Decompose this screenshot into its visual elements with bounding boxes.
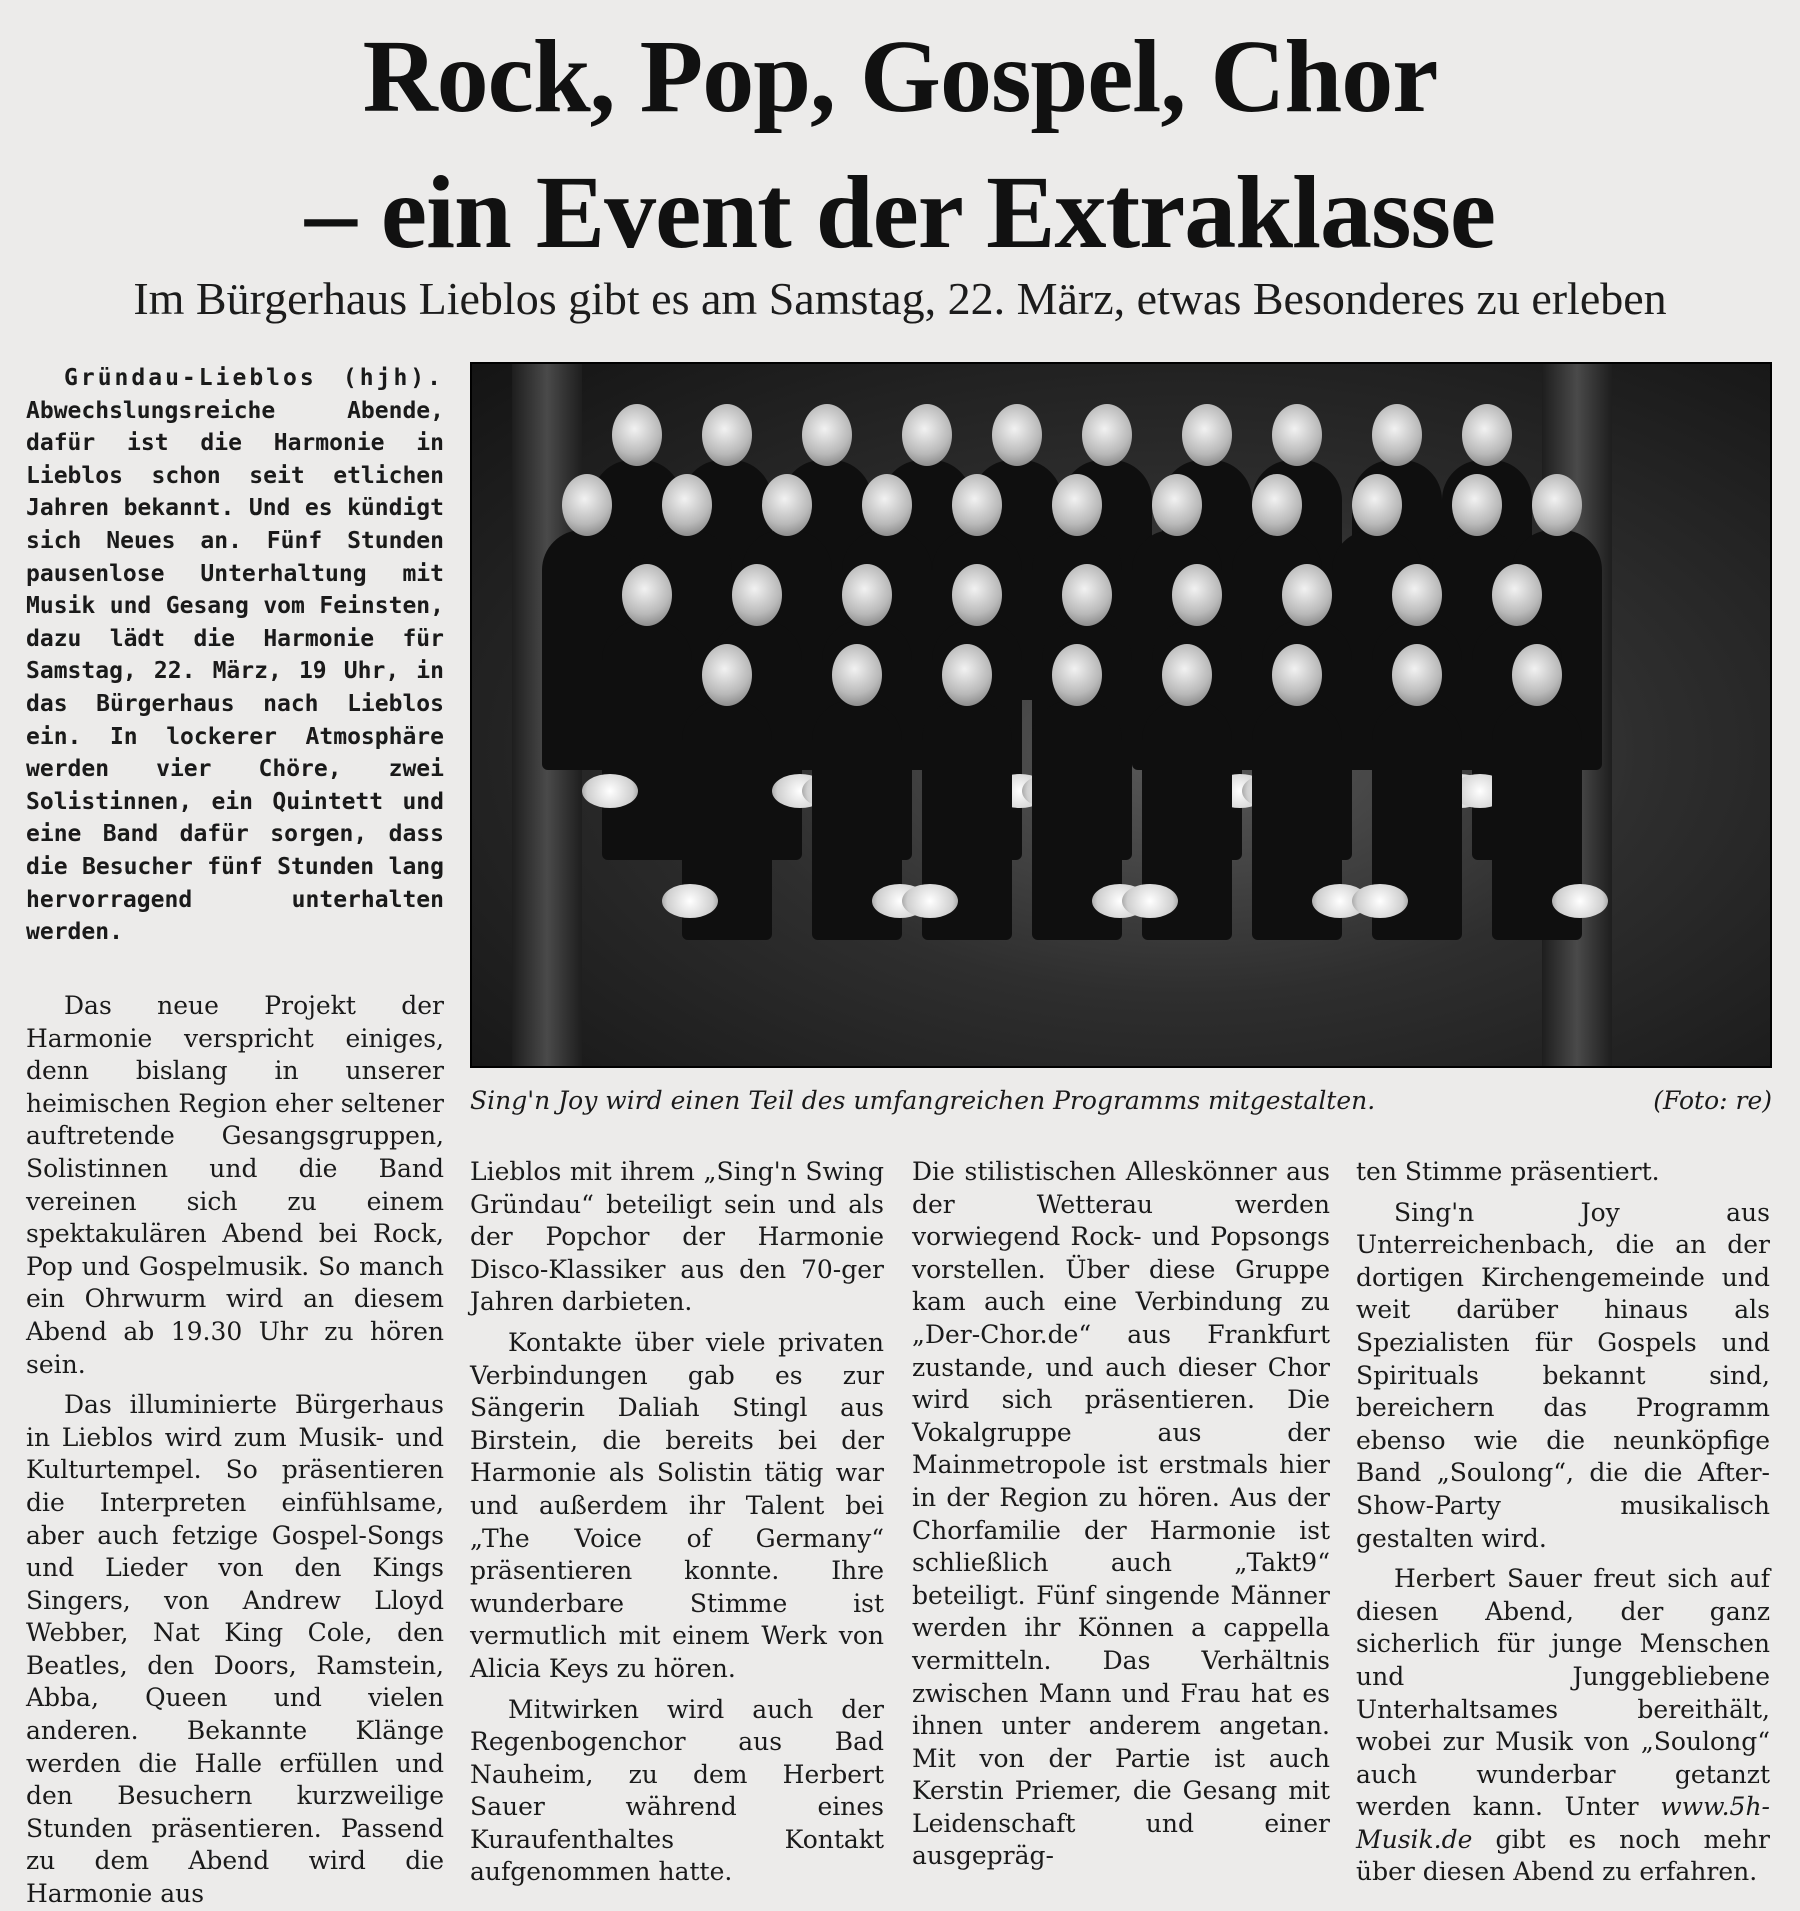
col2-paragraph-3: Mitwirken wird auch der Regenbogenchor aus Bad Nauheim, zu dem Herbert Sauer während eines Kuraufenthaltes Kontakt aufgenommen hatte. [470,1694,884,1887]
photo-caption [470,1085,1772,1117]
website-link[interactable]: www.5h-Musik.de [1356,1792,1770,1854]
choir-photo [470,362,1772,1068]
intro-text: Abwechslungsreiche Abende, dafür ist die Harmonie in Lieblos schon seit etlichen Jahren bekannt. Und es kündigt sich Neues an. Fünf Stunden pausenlose Unterhaltung mit Musik und Gesang vom Feinsten, dazu lädt die Harmonie für Samstag, 22. März, 19 Uhr, in das Bürgerhaus nach Lieblos ein. In lockerer Atmosphäre werden vier Chöre, zwei Solistinnen, ein Quintett und eine Band dafür sorgen, dass die Besucher fünf Stunden lang hervorragend unterhalten werden. [26,397,444,946]
col4-paragraph-2: Sing'n Joy aus Unterreichenbach, die an der dortigen Kirchengemeinde und weit darüber hinaus als Spezialisten für Gospels und Spirituals bekannt sind, bereichern das Programm ebenso wie die neunköpfige Band „Soulong“, die die After-Show-Party musikalisch gestalten wird. [1356,1197,1770,1553]
col3-paragraph-1: Die stilistischen Alleskönner aus der Wetterau werden vorwiegend Rock- und Popsongs vorstellen. Über diese Gruppe kam auch eine Verbindung zu „Der-Chor.de“ aus Frankfurt zustande, und auch dieser Chor wird sich präsentieren. Die Vokalgruppe aus der Mainmetropole ist erstmals hier in der Region zu hören. Aus der Chorfamilie der Harmonie ist schließlich auch „Takt9“ beteiligt. Fünf singende Männer werden ihr Können a cappella vermitteln. Das Verhältnis zwischen Mann und Frau hat es ihnen unter anderem angetan. Mit von der Partie ist auch Kerstin Priemer, die Gesang mit Leidenschaft und einer ausgepräg- [912,1157,1330,1871]
col1-paragraph-2: Das illuminierte Bürgerhaus in Lieblos wird zum Musik- und Kulturtempel. So präsentieren die Interpreten einfühlsame, aber auch fetzige Gospel-Songs und Lieder von den Kings Singers, von Andrew Lloyd Webber, Nat King Cole, den Beatles, den Doors, Ramstein, Abba, Queen und vielen anderen. Bekannte Klänge werden die Halle erfüllen und den Besuchern kurzweilige Stunden präsentieren. Passend zu dem Abend wird die Harmonie aus [26,1390,444,1909]
column-1 [26,990,444,1911]
headline-line-1: Rock, Pop, Gospel, Chor [362,19,1438,134]
col1-paragraph-1: Das neue Projekt der Harmonie verspricht einiges, denn bislang in unserer heimischen Region eher seltener auftretende Gesangsgruppen, Solistinnen und die Band vereinen sich zu einem spektakulären Abend bei Rock, Pop und Gospelmusik. So manch ein Ohrwurm wird an diesem Abend ab 19.30 Uhr zu hören sein. [26,991,444,1379]
col4-paragraph-3 [1356,1563,1770,1889]
column-4 [1356,1156,1770,1889]
col2-paragraph-1: Lieblos mit ihrem „Sing'n Swing Gründau“ beteiligt sein und als der Popchor der Harmonie Disco-Klassiker aus den 70-ger Jahren darbieten. [470,1157,884,1317]
col4-p3-end: gibt es noch mehr über diesen Abend zu erfahren. [1356,1824,1770,1887]
col4-paragraph-1: ten Stimme präsentiert. [1356,1157,1660,1186]
column-3 [912,1156,1330,1873]
intro-paragraph [26,362,444,949]
col2-paragraph-2: Kontakte über viele privaten Verbindungen gab es zur Sängerin Daliah Stingl aus Birstein, die bereits bei der Harmonie als Solistin tätig war und außerdem ihr Talent bei „The Voice of Germany“ präsentieren konnte. Ihre wunderbare Stimme ist vermutlich mit einem Werk von Alicia Keys zu hören. [470,1327,884,1683]
caption-text: Sing'n Joy wird einen Teil des umfangreichen Programms mitgestalten. [470,1086,1376,1115]
column-2 [470,1156,884,1889]
photo-credit: (Foto: re) [1653,1086,1772,1115]
col4-p3-text: Herbert Sauer freut sich auf diesen Abend, der ganz sicherlich für junge Menschen und Junggebliebene Unterhaltsames bereithält, wobei zur Musik von „Soulong“ auch wunderbar getanzt werden kann. Unter [1356,1564,1770,1822]
headline-line-2: – ein Event der Extraklasse [304,155,1496,270]
dateline: Gründau-Lieblos (hjh). [64,365,444,391]
subtitle: Im Bürgerhaus Lieblos gibt es am Samstag, 22. März, etwas Besonderes zu erleben [133,273,1667,324]
